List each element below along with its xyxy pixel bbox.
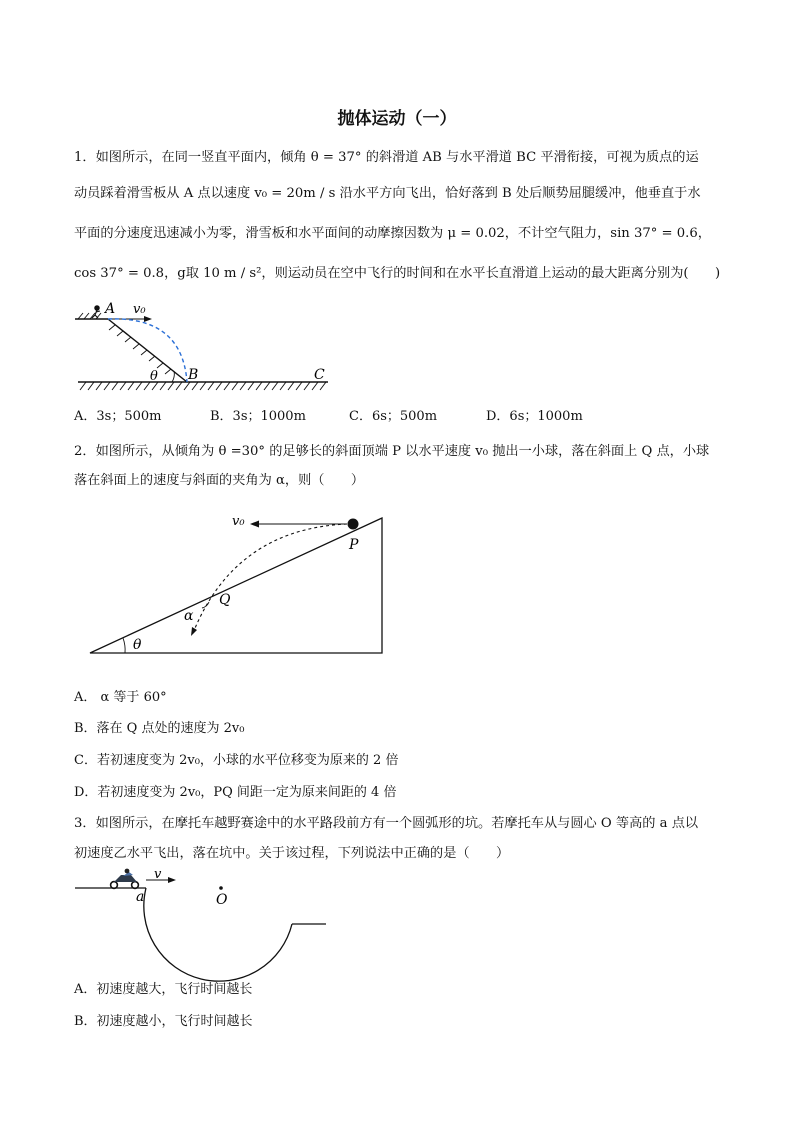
v-label: v: [154, 867, 162, 882]
q3-option-a: A．初速度越大，飞行时间越长: [74, 982, 253, 997]
q2-option-c: C．若初速度变为 2v₀，小球的水平位移变为原来的 2 倍: [74, 753, 399, 768]
point-a-label: a: [136, 889, 145, 905]
q2-line-2: 落在斜面上的速度与斜面的夹角为 α，则（ ）: [74, 473, 365, 488]
point-a-label: A: [105, 301, 116, 317]
q1-figure: [70, 298, 340, 398]
point-q-label: Q: [219, 592, 231, 608]
q1-option-a: A．3s；500m: [74, 409, 162, 424]
q1-option-b: B．3s；1000m: [210, 409, 306, 424]
point-b-label: B: [188, 367, 199, 383]
point-c-label: C: [314, 367, 325, 383]
center-o-label: O: [216, 892, 228, 908]
q2-option-b: B．落在 Q 点处的速度为 2v₀: [74, 721, 245, 736]
q1-line-3: 平面的分速度迅速减小为零，滑雪板和水平面间的动摩擦因数为 μ = 0.02，不计空气阻力，sin 37° = 0.6，: [74, 226, 711, 241]
page-title: 抛体运动（一）: [337, 109, 457, 129]
q3-option-b: B．初速度越小，飞行时间越长: [74, 1014, 253, 1029]
q1-option-d: D．6s；1000m: [486, 409, 583, 424]
q2-option-a: A． α 等于 60°: [74, 690, 167, 705]
q1-line-1: 1．如图所示，在同一竖直平面内，倾角 θ = 37° 的斜滑道 AB 与水平滑道 BC 平滑衔接，可视为质点的运: [74, 150, 699, 165]
q1-line-4: cos 37° = 0.8，g取 10 m / s²，则运动员在空中飞行的时间和在水平长直滑道上运动的最大距离分别为( ): [74, 266, 721, 281]
q2-figure: [85, 505, 385, 657]
alpha-label: α: [184, 608, 194, 624]
v0-label: v₀: [232, 514, 245, 529]
ball-icon: [348, 519, 359, 530]
q2-line-1: 2．如图所示，从倾角为 θ =30° 的足够长的斜面顶端 P 以水平速度 v₀ 抛出一小球，落在斜面上 Q 点，小球: [74, 444, 710, 459]
q3-line-2: 初速度乙水平飞出，落在坑中。关于该过程，下列说法中正确的是（ ）: [74, 846, 510, 861]
q3-figure: [70, 866, 330, 970]
point-p-label: P: [349, 537, 359, 553]
theta-label: θ: [150, 369, 158, 384]
theta-label: θ: [133, 637, 142, 653]
motorcycle-icon: [111, 869, 139, 889]
q1-line-2: 动员踩着滑雪板从 A 点以速度 v₀ = 20m / s 沿水平方向飞出，恰好落到 B 处后顺势屈腿缓冲，他垂直于水: [74, 186, 701, 201]
q2-option-d: D．若初速度变为 2v₀，PQ 间距一定为原来间距的 4 倍: [74, 785, 397, 800]
q1-option-c: C．6s；500m: [349, 409, 438, 424]
q3-line-1: 3．如图所示，在摩托车越野赛途中的水平路段前方有一个圆弧形的坑。若摩托车从与圆心 O 等高的 a 点以: [74, 816, 699, 831]
v0-label: v₀: [133, 302, 146, 317]
